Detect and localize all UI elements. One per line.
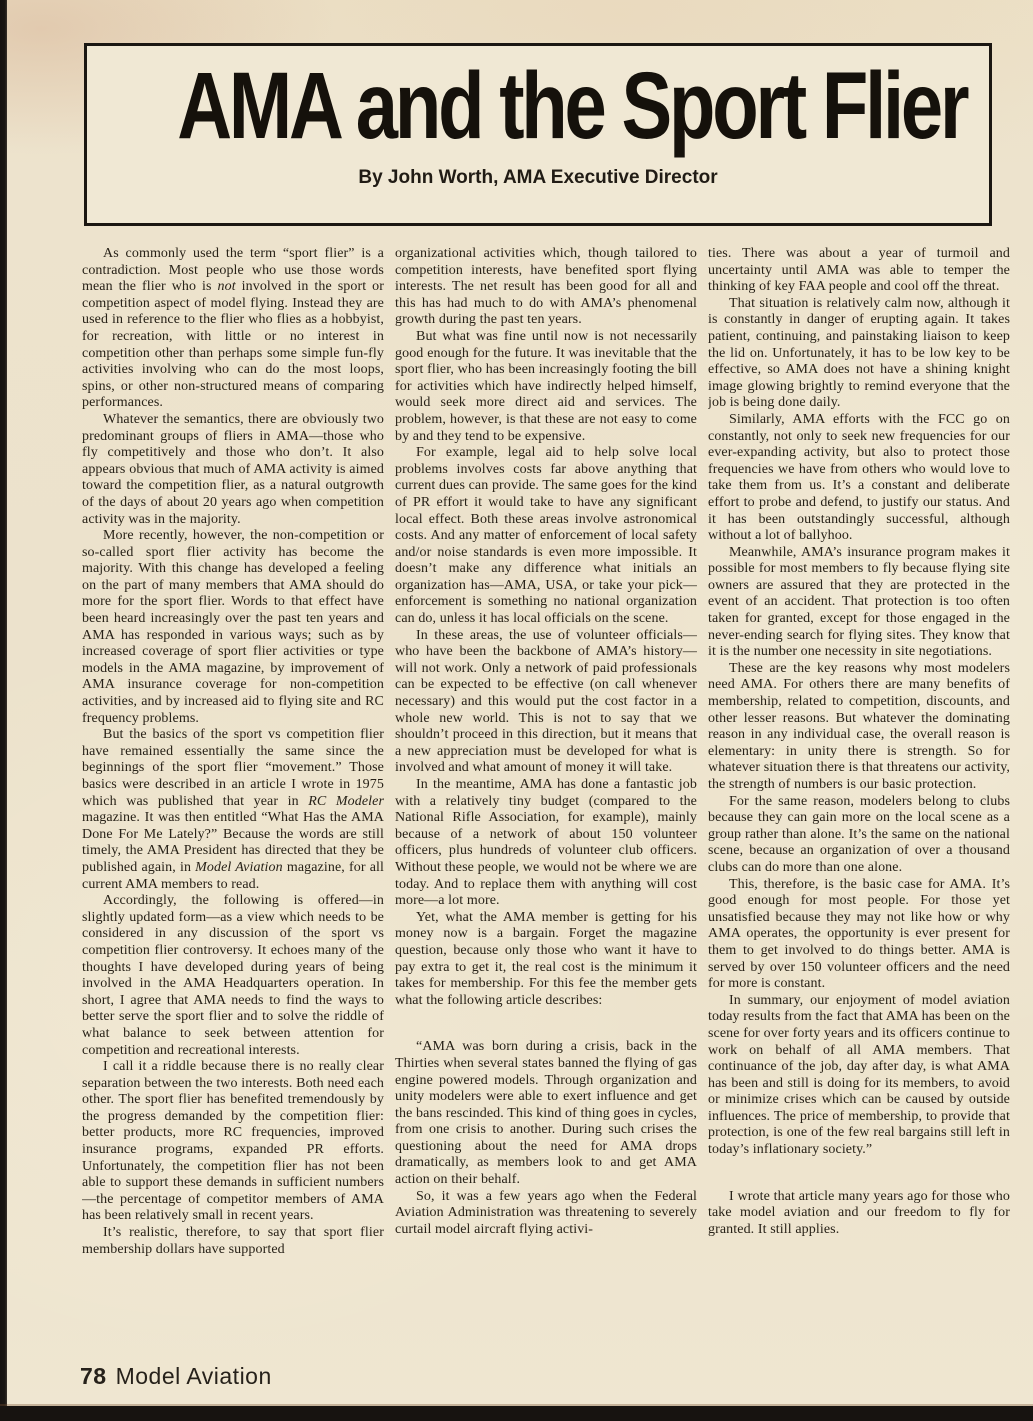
article-body: [82, 246, 1012, 1371]
article-byline: By John Worth, AMA Executive Director: [358, 167, 718, 189]
article-column-1: [82, 246, 384, 1371]
article-paragraph: So, it was a few years ago when the Federal Aviation Administration was threatening to severely curtail model aircraft flying activi-: [395, 1188, 697, 1237]
article-paragraph: Whatever the semantics, there are obviously two predominant groups of fliers in AMA—those who fly competitively and those who don’t. It also appears obvious that much of AMA activity is aimed toward the competition flier, as a natural outgrowth of the days of about 20 years ago when competition activity was in the majority.: [82, 411, 384, 527]
article-paragraph: I wrote that article many years ago for those who take model aviation and our freedom to fly for granted. It still applies.: [708, 1188, 1010, 1237]
article-paragraph: These are the key reasons why most modelers need AMA. For others there are many benefits of membership, related to competition, discounts, and other lesser reasons. But whatever the dominating reason in any individual case, the overall reason is elementary: in unity there is strength. So for whatever situation there is that threatens our activity, the strength of numbers is our basic protection.: [708, 660, 1010, 792]
article-paragraph: In the meantime, AMA has done a fantastic job with a relatively tiny budget (compared to the National Rifle Association, for example), mainly because of a network of about 150 volunteer officers, plus hundreds of volunteer club officers. Without these people, we would not be where we are today. And to replace them with anything will cost more—a lot more.: [395, 777, 697, 909]
article-paragraph: Accordingly, the following is offered—in slightly updated form—as a view which needs to be considered in any discussion of the sport vs competition flier controversy. It echoes many of the thoughts I have developed during years of being involved in the AMA Headquarters operation. In short, I agree that AMA needs to find the ways to better serve the sport flier and to solve the riddle of what balance to seek between attention for competition and recreational interests.: [82, 893, 384, 1058]
article-header-box: [84, 43, 992, 226]
article-paragraph: Meanwhile, AMA’s insurance program makes it possible for most members to fly because flying site owners are assured that they are protected in the event of an accident. That protection is too often taken for granted, except for those engaged in the never-ending search for flying sites. They know that it is the number one necessity in site negotiations.: [708, 544, 1010, 660]
article-paragraph: More recently, however, the non-competition or so-called sport flier activity has become the majority. With this change has developed a feeling on the part of many members that AMA should do more for the sport flier. Words to that effect have been heard increasingly over the past ten years and AMA has responded in various ways; such as by increased coverage of sport flier activities or type models in the AMA magazine, by improvement of AMA insurance coverage for non-competition activities, and by increased aid to flying site and RC frequency problems.: [82, 528, 384, 726]
article-paragraph: That situation is relatively calm now, although it is constantly in danger of erupting again. It takes patient, continuing, and painstaking liaison to keep the lid on. Unfortunately, it has to be low key to be effective, so AMA does not have a shining knight image glowing brightly to remind everyone that the job is being done daily.: [708, 295, 1010, 411]
page-footer: [80, 1363, 272, 1390]
article-column-3: [708, 246, 1010, 1371]
article-paragraph: But the basics of the sport vs competition flier have remained essentially the same since the beginnings of the sport flier “movement.” Those basics were described in an article I wrote in 1975 which was published that year in RC Modeler magazine. It was then entitled “What Has the AMA Done For Me Lately?” Because the words are still timely, the AMA President has directed that they be published again, in Model Aviation magazine, for all current AMA members to read.: [82, 727, 384, 892]
article-title: AMA and the Sport Flier: [177, 53, 967, 159]
article-paragraph: ties. There was about a year of turmoil and uncertainty until AMA was able to temper the thinking of key FAA people and cool off the threat.: [708, 246, 1010, 295]
page-number: 78: [80, 1363, 107, 1389]
article-paragraph: But what was fine until now is not necessarily good enough for the future. It was inevitable that the sport flier, who has been increasingly footing the bill for activities which have indirectly helped himself, would seek more direct aid and services. The problem, however, is that these are not easy to come by and they tend to be expensive.: [395, 328, 697, 444]
article-paragraph: Yet, what the AMA member is getting for his money now is a bargain. Forget the magazine question, because only those who want it have to pay extra to get it, the real cost is the minimum it takes for membership. For this fee the member gets what the following article describes:: [395, 909, 697, 1008]
article-paragraph: In summary, our enjoyment of model aviation today results from the fact that AMA has been on the scene for over forty years and its officers continue to work on behalf of all AMA members. That continuance of the job, day after day, is what AMA has been and still is doing for its members, to avoid or minimize crises which can be caused by outside influences. The price of membership, to provide that protection, is one of the few real bargains still left in today’s inflationary society.”: [708, 992, 1010, 1158]
article-paragraph: For the same reason, modelers belong to clubs because they can gain more on the local scene as a group rather than alone. It’s the same on the national scene, because an organization of over a thousand clubs can do more than one alone.: [708, 793, 1010, 875]
magazine-name: Model Aviation: [115, 1363, 272, 1389]
article-column-2: [395, 246, 697, 1371]
article-paragraph: In these areas, the use of volunteer officials—who have been the backbone of AMA’s history—will not work. Only a network of paid professionals can be expected to be effective (on call whenever necessary) and this would put the cost factor in a whole new world. This is not to say that we shouldn’t proceed in this direction, but it means that a new appreciation must be developed for what is involved and what amount of money it will take.: [395, 627, 697, 776]
article-paragraph: This, therefore, is the basic case for AMA. It’s good enough for most people. For those yet unsatisfied because they may not like how or why AMA operates, the opportunity is ever present for them to get involved to do things better. AMA is served by over 150 volunteer officers and the need for more is constant.: [708, 876, 1010, 992]
article-paragraph: I call it a riddle because there is no really clear separation between the two interests. Both need each other. The sport flier has benefited tremendously by the progress demanded by the competition flier: better products, more RC frequencies, improved insurance programs, expanded PR efforts. Unfortunately, the competition flier has not been able to support these demands in sufficient numbers—the percentage of competitor members of AMA has been relatively small in recent years.: [82, 1059, 384, 1224]
article-paragraph: As commonly used the term “sport flier” is a contradiction. Most people who use those words mean the flier who is not involved in the sport or competition aspect of model flying. Instead they are used in reference to the flier who flies as a hobbyist, for recreation, with little or no interest in competition other than perhaps some simple fun-fly activities involving who can do the most loops, spins, or other non-structured means of comparing performances.: [82, 246, 384, 411]
article-paragraph: organizational activities which, though tailored to competition interests, have benefited sport flying interests. The net result has been good for all and this has had much to do with AMA’s phenomenal growth during the past ten years.: [395, 246, 697, 328]
page-left-edge-bar: [0, 0, 7, 1421]
article-paragraph: It’s realistic, therefore, to say that sport flier membership dollars have supported: [82, 1225, 384, 1257]
article-paragraph: For example, legal aid to help solve local problems involves costs far above anything that current dues can provide. The same goes for the kind of PR effort it would take to have any significant local effect. Both these areas involve astronomical costs. And any matter of enforcement of local safety and/or noise standards is even more impossible. It doesn’t make any difference what initials an organization has—AMA, USA, or take your pick—enforcement is something no national organization can do, unless it has local officials on the scene.: [395, 445, 697, 627]
article-paragraph: Similarly, AMA efforts with the FCC go on constantly, not only to seek new frequencies for our ever-expanding activity, but also to protect those frequencies we have from others who would love to take them from us. It’s a constant and deliberate effort to probe and defend, to justify our status. And it has been outstandingly successful, although without a lot of ballyhoo.: [708, 411, 1010, 544]
article-paragraph: “AMA was born during a crisis, back in the Thirties when several states banned the flying of gas engine powered models. Through organization and unity modelers were able to exert influence and get the bans rescinded. This kind of thing goes in cycles, from one crisis to another. During such crises the questioning about the need for AMA drops dramatically, as members look to and get AMA action on their behalf.: [395, 1039, 697, 1188]
page-bottom-edge-bar: [0, 1406, 1033, 1421]
